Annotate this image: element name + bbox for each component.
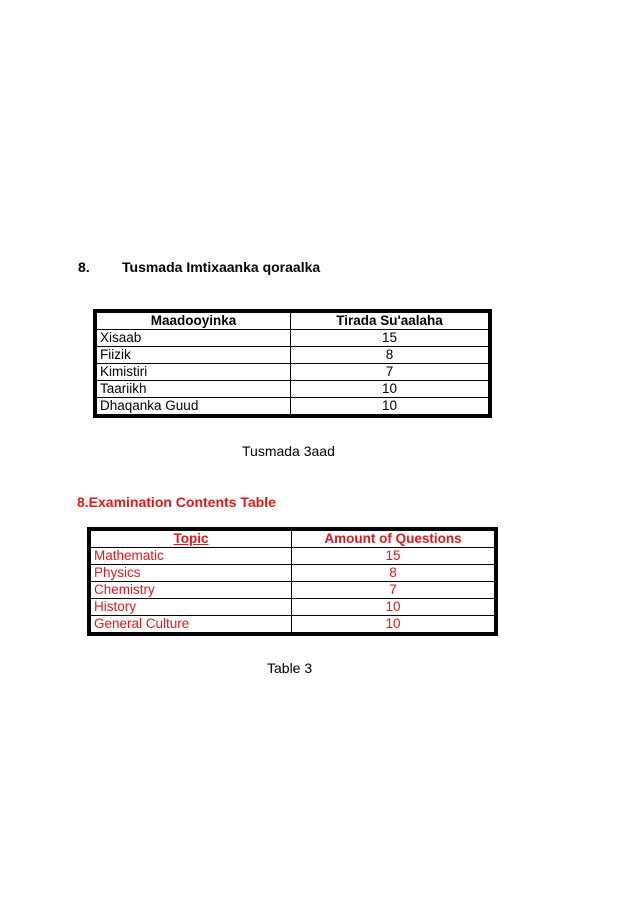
section-number: 8. [78, 259, 90, 275]
section-heading-somali [78, 259, 320, 275]
table-row [97, 381, 489, 398]
count-cell: 15 [291, 330, 489, 347]
table-caption-somali: Tusmada 3aad [242, 443, 335, 459]
section-title: Tusmada Imtixaanka qoraalka [122, 259, 321, 275]
column-header-subject: Maadooyinka [97, 313, 291, 330]
subject-cell: General Culture [91, 616, 292, 633]
subject-cell: History [91, 599, 292, 616]
table-row [97, 364, 489, 381]
table [96, 312, 489, 415]
count-cell: 7 [292, 582, 495, 599]
table [90, 530, 495, 633]
subject-cell: Fiizik [97, 347, 291, 364]
subject-cell: Kimistiri [97, 364, 291, 381]
column-header-amount: Amount of Questions [292, 531, 495, 548]
table-row [97, 330, 489, 347]
subject-cell: Taariikh [97, 381, 291, 398]
count-cell: 15 [292, 548, 495, 565]
exam-table-english [87, 527, 498, 636]
subject-cell: Chemistry [91, 582, 292, 599]
table-header-row [91, 531, 495, 548]
table-row [91, 616, 495, 633]
column-header-topic: Topic [91, 531, 292, 548]
count-cell: 7 [291, 364, 489, 381]
count-cell: 10 [291, 381, 489, 398]
table-row [91, 582, 495, 599]
exam-table-somali [93, 309, 492, 418]
count-cell: 10 [292, 616, 495, 633]
section-heading-english: 8.Examination Contents Table [77, 494, 276, 510]
table-row [91, 565, 495, 582]
subject-cell: Dhaqanka Guud [97, 398, 291, 415]
count-cell: 10 [291, 398, 489, 415]
count-cell: 8 [292, 565, 495, 582]
subject-cell: Xisaab [97, 330, 291, 347]
column-header-count: Tirada Su'aalaha [291, 313, 489, 330]
table-caption-english: Table 3 [267, 660, 313, 676]
subject-cell: Mathematic [91, 548, 292, 565]
table-row [97, 347, 489, 364]
count-cell: 10 [292, 599, 495, 616]
subject-cell: Physics [91, 565, 292, 582]
table-row [91, 599, 495, 616]
table-header-row [97, 313, 489, 330]
table-row [97, 398, 489, 415]
table-row [91, 548, 495, 565]
count-cell: 8 [291, 347, 489, 364]
